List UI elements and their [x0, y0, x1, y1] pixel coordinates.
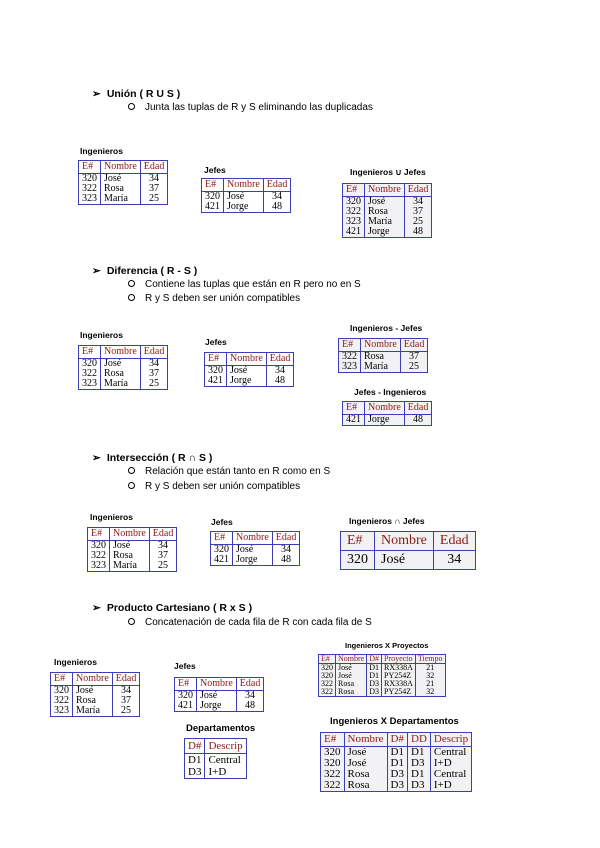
column-header: DD	[408, 733, 431, 747]
table-cell: 322	[339, 352, 361, 363]
table-cell: 48	[404, 227, 432, 238]
circle-bullet-icon	[128, 294, 135, 301]
table-row	[88, 561, 177, 572]
table-label: Ingenieros - Jefes	[350, 323, 423, 333]
section-heading-intersection	[92, 452, 212, 464]
table-cell: D3	[367, 688, 382, 697]
column-header: Edad	[433, 532, 475, 551]
table-cell: 320	[51, 686, 73, 697]
table-cell: 322	[343, 207, 365, 217]
table-cell: D3	[367, 680, 382, 688]
section-heading-product	[92, 602, 252, 614]
table-cell: 320	[79, 359, 101, 370]
table-cell: Rosa	[361, 352, 401, 363]
table-label: Ingenieros	[80, 146, 123, 156]
column-header: Edad	[404, 402, 432, 415]
table-cell: RX338A	[382, 664, 416, 673]
table-cell: José	[110, 541, 150, 552]
table-label: Ingenieros	[54, 657, 97, 667]
table-cell: D1	[408, 747, 431, 759]
table-cell: José	[336, 672, 367, 680]
column-header: Edad	[272, 532, 300, 545]
table-cell: 34	[112, 686, 140, 697]
column-header: Edad	[236, 678, 264, 691]
column-header: Nombre	[375, 532, 434, 551]
table-cell: D3	[387, 769, 407, 780]
column-header: Nombre	[365, 184, 405, 197]
table-cell: 34	[263, 192, 291, 203]
difference-item: Contiene las tuplas que están en R pero no en S	[128, 279, 361, 290]
table-cell: 322	[319, 680, 336, 688]
table-header-row	[51, 673, 140, 686]
table-cell: 37	[140, 184, 168, 194]
table-cell: 34	[140, 174, 168, 185]
arrow-bullet-icon: ➢	[92, 88, 101, 100]
union-title: Unión ( R U S )	[106, 88, 181, 100]
table-cell: Rosa	[344, 769, 387, 780]
column-header: E#	[343, 402, 365, 415]
table-label: Ingenieros	[90, 512, 133, 522]
circle-bullet-icon	[128, 103, 135, 110]
table-cell: D3	[408, 780, 431, 792]
table-cell: María	[110, 561, 150, 572]
table-cell: PY254Z	[382, 688, 416, 697]
table-cell: 320	[88, 541, 110, 552]
table-cell: 37	[400, 352, 428, 363]
table-header-row	[321, 733, 472, 747]
column-header: E#	[175, 678, 197, 691]
table-label: Ingenieros X Proyectos	[345, 641, 429, 650]
table-cell: D3	[185, 766, 205, 779]
column-header: Nombre	[224, 179, 264, 192]
table-cell: José	[365, 197, 405, 208]
table-cell: D1	[367, 664, 382, 673]
table-header-row	[341, 532, 476, 551]
column-header: E#	[79, 346, 101, 359]
table-cell: D1	[367, 672, 382, 680]
union-jefes-table	[201, 178, 291, 213]
arrow-bullet-icon: ➢	[92, 265, 101, 277]
table-header-row	[205, 353, 294, 366]
column-header: Nombre	[336, 655, 367, 664]
section-heading-difference	[92, 265, 197, 277]
column-header: Nombre	[101, 161, 141, 174]
table-cell: 34	[140, 359, 168, 370]
table-cell: 37	[112, 696, 140, 706]
table-cell: Jorge	[233, 555, 273, 566]
table-label: Departamentos	[186, 723, 256, 734]
table-cell: 48	[266, 376, 294, 387]
table-cell: D3	[408, 758, 431, 769]
table-label: Jefes	[205, 337, 227, 347]
table-cell: D3	[387, 780, 407, 792]
column-header: E#	[319, 655, 336, 664]
table-cell: 34	[404, 197, 432, 208]
table-label: Ingenieros	[80, 330, 123, 340]
table-cell: 25	[140, 194, 168, 205]
table-cell: I+D	[430, 758, 471, 769]
table-row	[202, 202, 291, 213]
column-header: Nombre	[101, 346, 141, 359]
table-cell: 320	[79, 174, 101, 185]
table-header-row	[343, 402, 432, 415]
column-header: Nombre	[361, 339, 401, 352]
difference-title: Diferencia ( R - S )	[106, 265, 198, 277]
column-header: Edad	[140, 346, 168, 359]
column-header: Proyecto	[382, 655, 416, 664]
table-cell: Jorge	[224, 202, 264, 213]
column-header: D#	[387, 733, 407, 747]
intersection-ingenieros-table	[87, 527, 177, 572]
table-cell: José	[101, 359, 141, 370]
table-cell: José	[344, 747, 387, 759]
column-header: E#	[79, 161, 101, 174]
table-cell: 37	[149, 551, 177, 561]
table-cell: 48	[263, 202, 291, 213]
table-cell: 25	[400, 362, 428, 373]
intersection-item: Relación que están tanto en R como en S	[128, 466, 330, 477]
table-cell: 34	[266, 366, 294, 377]
table-cell: María	[361, 362, 401, 373]
table-cell: 34	[236, 691, 264, 702]
intersection-title: Intersección ( R ∩ S )	[106, 452, 213, 464]
column-header: Nombre	[73, 673, 113, 686]
table-cell: Central	[430, 747, 471, 759]
table-cell: María	[101, 379, 141, 390]
table-label: Ingenieros ∩ Jefes	[349, 516, 425, 526]
table-cell: Rosa	[365, 207, 405, 217]
column-header: Edad	[140, 161, 168, 174]
table-header-row	[202, 179, 291, 192]
table-header-row	[88, 528, 177, 541]
table-cell: D1	[387, 758, 407, 769]
table-cell: 421	[343, 227, 365, 238]
column-header: Descrip	[205, 739, 246, 754]
table-cell: 320	[175, 691, 197, 702]
column-header: E#	[343, 184, 365, 197]
table-row	[341, 551, 476, 570]
product-title: Producto Cartesiano ( R x S )	[106, 602, 253, 614]
column-header: Nombre	[227, 353, 267, 366]
table-cell: José	[375, 551, 434, 570]
table-cell: 320	[211, 545, 233, 556]
table-cell: 320	[321, 758, 345, 769]
table-cell: 322	[319, 688, 336, 697]
table-cell: Rosa	[101, 369, 141, 379]
intersection-result-table	[340, 531, 476, 570]
table-cell: 322	[88, 551, 110, 561]
table-cell: 421	[205, 376, 227, 387]
difference-ingenieros-table	[78, 345, 168, 390]
difference-result1-table	[338, 338, 428, 373]
table-row	[343, 415, 432, 426]
column-header: Edad	[266, 353, 294, 366]
table-cell: PY254Z	[382, 672, 416, 680]
table-row	[339, 362, 428, 373]
table-cell: 320	[202, 192, 224, 203]
table-cell: Jorge	[227, 376, 267, 387]
table-cell: 323	[339, 362, 361, 373]
arrow-bullet-icon: ➢	[92, 452, 101, 464]
table-cell: Central	[205, 754, 246, 767]
table-cell: Rosa	[336, 680, 367, 688]
column-header: Edad	[112, 673, 140, 686]
table-cell: Jorge	[365, 227, 405, 238]
table-header-row	[211, 532, 300, 545]
table-cell: Central	[430, 769, 471, 780]
column-header: Tiempo	[415, 655, 445, 664]
table-cell: Rosa	[73, 696, 113, 706]
table-cell: Rosa	[110, 551, 150, 561]
table-cell: 421	[175, 701, 197, 712]
table-cell: I+D	[205, 766, 246, 779]
column-header: E#	[211, 532, 233, 545]
circle-bullet-icon	[128, 280, 135, 287]
table-row	[321, 780, 472, 792]
product-result-departamentos-table	[320, 732, 472, 792]
table-header-row	[79, 161, 168, 174]
difference-result2-table	[342, 401, 432, 426]
section-heading-union	[92, 88, 180, 100]
column-header: Edad	[149, 528, 177, 541]
table-cell: Rosa	[336, 688, 367, 697]
table-cell: 322	[79, 369, 101, 379]
table-label: Jefes	[211, 517, 233, 527]
table-cell: 21	[415, 680, 445, 688]
table-header-row	[339, 339, 428, 352]
table-cell: 323	[51, 706, 73, 717]
table-cell: 322	[79, 184, 101, 194]
column-header: Nombre	[110, 528, 150, 541]
table-cell: José	[224, 192, 264, 203]
column-header: Nombre	[197, 678, 237, 691]
intersection-item: R y S deben ser unión compatibles	[128, 481, 300, 492]
table-cell: RX338A	[382, 680, 416, 688]
circle-bullet-icon	[128, 618, 135, 625]
column-header: Edad	[400, 339, 428, 352]
table-row	[319, 688, 446, 697]
column-header: Descrip	[430, 733, 471, 747]
table-cell: 25	[140, 379, 168, 390]
circle-bullet-icon	[128, 467, 135, 474]
table-cell: 37	[140, 369, 168, 379]
table-cell: Jorge	[197, 701, 237, 712]
column-header: E#	[341, 532, 375, 551]
table-cell: 421	[211, 555, 233, 566]
table-cell: 320	[319, 672, 336, 680]
difference-item: R y S deben ser unión compatibles	[128, 293, 300, 304]
column-header: E#	[51, 673, 73, 686]
table-row	[205, 376, 294, 387]
table-cell: 322	[51, 696, 73, 706]
table-cell: D1	[185, 754, 205, 767]
product-result-proyectos-table	[318, 654, 446, 697]
table-cell: 320	[205, 366, 227, 377]
table-row	[185, 766, 247, 779]
table-cell: María	[101, 194, 141, 205]
intersection-jefes-table	[210, 531, 300, 566]
table-cell: José	[101, 174, 141, 185]
table-label: Ingenieros X Departamentos	[330, 716, 459, 727]
product-jefes-table	[174, 677, 264, 712]
table-cell: 21	[415, 664, 445, 673]
column-header: Nombre	[344, 733, 387, 747]
column-header: E#	[88, 528, 110, 541]
table-cell: 421	[343, 415, 365, 426]
table-row	[343, 227, 432, 238]
column-header: E#	[321, 733, 345, 747]
table-cell: 25	[149, 561, 177, 572]
difference-jefes-table	[204, 352, 294, 387]
table-cell: 320	[341, 551, 375, 570]
table-cell: José	[73, 686, 113, 697]
table-cell: 323	[88, 561, 110, 572]
table-label: Jefes	[174, 661, 196, 671]
column-header: D#	[367, 655, 382, 664]
table-cell: José	[227, 366, 267, 377]
table-cell: D1	[408, 769, 431, 780]
product-item: Concatenación de cada fila de R con cada fila de S	[128, 617, 372, 628]
product-ingenieros-table	[50, 672, 140, 717]
table-cell: 421	[202, 202, 224, 213]
table-cell: 32	[415, 672, 445, 680]
circle-bullet-icon	[128, 482, 135, 489]
table-cell: 32	[415, 688, 445, 697]
column-header: E#	[339, 339, 361, 352]
table-cell: María	[73, 706, 113, 717]
table-cell: José	[344, 758, 387, 769]
union-result-table	[342, 183, 432, 238]
union-item: Junta las tuplas de R y S eliminando las duplicadas	[128, 102, 373, 113]
table-cell: 37	[404, 207, 432, 217]
table-cell: 320	[343, 197, 365, 208]
table-cell: José	[233, 545, 273, 556]
table-cell: 322	[321, 769, 345, 780]
table-cell: 48	[404, 415, 432, 426]
table-cell: 322	[321, 780, 345, 792]
table-cell: 323	[79, 194, 101, 205]
table-cell: 323	[79, 379, 101, 390]
table-row	[185, 754, 247, 767]
table-row	[51, 706, 140, 717]
column-header: Edad	[263, 179, 291, 192]
table-cell: 25	[404, 217, 432, 227]
table-row	[79, 379, 168, 390]
product-departamentos-table	[184, 738, 247, 779]
table-label: Ingenieros ∪ Jefes	[350, 167, 426, 177]
table-header-row	[79, 346, 168, 359]
table-cell: 320	[321, 747, 345, 759]
table-row	[175, 701, 264, 712]
column-header: E#	[202, 179, 224, 192]
table-cell: José	[336, 664, 367, 673]
table-cell: Rosa	[344, 780, 387, 792]
column-header: Nombre	[233, 532, 273, 545]
table-cell: 320	[319, 664, 336, 673]
union-ingenieros-table	[78, 160, 168, 205]
table-label: Jefes	[204, 165, 226, 175]
column-header: D#	[185, 739, 205, 754]
table-header-row	[343, 184, 432, 197]
table-cell: 34	[272, 545, 300, 556]
table-cell: Rosa	[101, 184, 141, 194]
table-header-row	[185, 739, 247, 754]
table-cell: Jorge	[365, 415, 405, 426]
column-header: Nombre	[365, 402, 405, 415]
table-cell: 48	[236, 701, 264, 712]
table-cell: 323	[343, 217, 365, 227]
table-cell: D1	[387, 747, 407, 759]
table-cell: I+D	[430, 780, 471, 792]
table-cell: María	[365, 217, 405, 227]
arrow-bullet-icon: ➢	[92, 602, 101, 614]
table-cell: 34	[149, 541, 177, 552]
table-header-row	[175, 678, 264, 691]
column-header: Edad	[404, 184, 432, 197]
table-cell: 48	[272, 555, 300, 566]
table-cell: 25	[112, 706, 140, 717]
table-row	[79, 194, 168, 205]
table-cell: 34	[433, 551, 475, 570]
table-row	[211, 555, 300, 566]
table-label: Jefes - Ingenieros	[354, 387, 427, 397]
column-header: E#	[205, 353, 227, 366]
table-cell: José	[197, 691, 237, 702]
